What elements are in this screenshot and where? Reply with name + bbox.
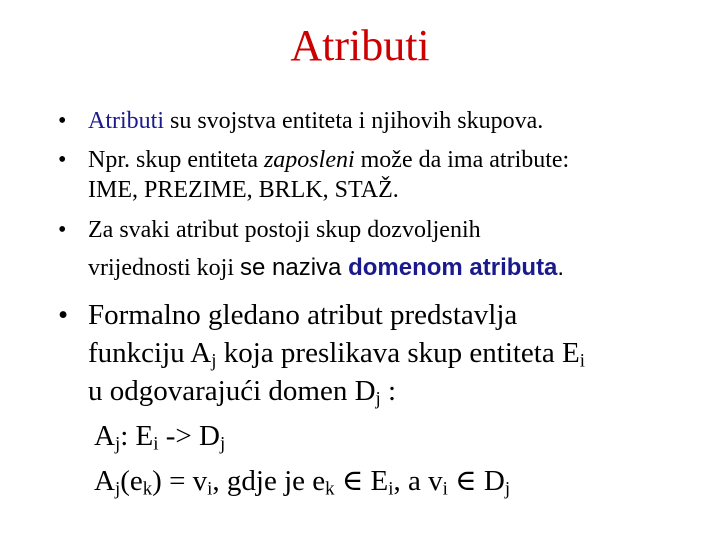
slide-title: Atributi [290, 21, 430, 70]
subscript: k [142, 478, 153, 500]
text-run: ) = v [152, 465, 208, 497]
text-run: funkciju A [88, 337, 212, 369]
keyword-atributi: Atributi [88, 108, 164, 134]
subscript: j [114, 433, 121, 455]
keyword-domenom-atributa: domenom atributa [348, 254, 558, 281]
bullet-marker: • [58, 108, 67, 134]
bullet-marker: • [58, 217, 67, 243]
text-run: A [94, 465, 115, 497]
bullet-2-post: može da ima atribute: [354, 147, 570, 173]
text-run: : [380, 375, 397, 407]
text-run: -> D [158, 420, 220, 452]
text-run: A [94, 420, 115, 452]
bullet-2-pre: Npr. skup entiteta [88, 147, 264, 173]
bullet-marker: • [58, 299, 69, 331]
subscript: j [504, 478, 511, 500]
bullet-2-emphasis: zaposleni [263, 147, 355, 173]
subscript: i [388, 478, 394, 500]
subscript: k [325, 478, 335, 500]
bullet-2-line-2: IME, PREZIME, BRLK, STAŽ. [88, 177, 399, 203]
subscript: i [442, 478, 448, 500]
bullet-4-line-2 [88, 335, 585, 371]
text-run: , a v [393, 465, 443, 497]
bullet-1-rest: su svojstva entiteta i njihovih skupova. [164, 108, 544, 134]
formula-2 [94, 463, 510, 499]
text-run: (e [120, 465, 143, 497]
bullet-marker: • [58, 147, 67, 173]
text-run: ∈ E [334, 465, 389, 497]
subscript: j [114, 478, 121, 500]
bullet-2-line-1 [88, 145, 569, 175]
bullet-4-line-1: Formalno gledano atribut predstavlja [88, 299, 518, 331]
subscript: j [375, 388, 381, 410]
subscript: j [219, 433, 226, 455]
subscript: i [579, 350, 585, 372]
text-run: koja preslikava skup entiteta E [216, 337, 580, 369]
subscript: j [211, 350, 217, 372]
text-run: u odgovarajući domen D [88, 375, 376, 407]
formula-1 [94, 418, 225, 454]
bullet-3-line-2-b: se naziva [240, 254, 349, 281]
bullet-4-line-3 [88, 373, 396, 409]
text-run: , gdje je e [212, 465, 326, 497]
bullet-3-period: . [557, 254, 565, 281]
subscript: i [207, 478, 213, 500]
bullet-3-line-1: Za svaki atribut postoji skup dozvoljenih [88, 217, 481, 243]
text-run: ∈ D [447, 465, 505, 497]
bullet-1-text [88, 106, 543, 136]
subscript: i [153, 433, 159, 455]
text-run: : E [120, 420, 154, 452]
bullet-3-line-2-a: vrijednosti koji [88, 255, 240, 281]
bullet-3-line-2 [88, 253, 564, 283]
